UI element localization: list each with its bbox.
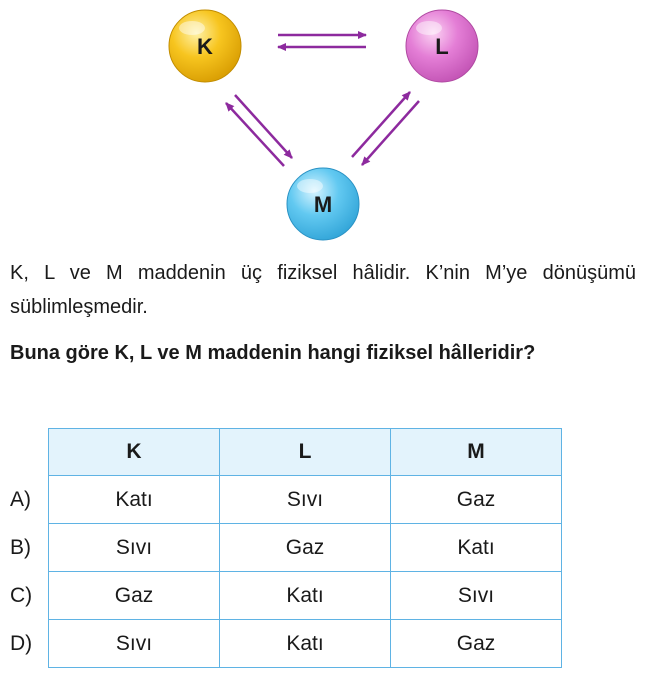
arrow-k-to-m bbox=[235, 95, 292, 158]
table-header-row bbox=[49, 429, 562, 476]
state-m-ball bbox=[287, 168, 359, 240]
table-cell: Gaz bbox=[220, 524, 391, 572]
state-k-ball bbox=[169, 10, 241, 82]
state-l-ball bbox=[406, 10, 478, 82]
option-b-row[interactable] bbox=[49, 524, 562, 572]
header-k: K bbox=[49, 429, 220, 476]
table-cell: Sıvı bbox=[391, 572, 562, 620]
table-cell: Gaz bbox=[391, 476, 562, 524]
option-a-letter[interactable]: A) bbox=[10, 488, 31, 511]
answer-table bbox=[48, 428, 562, 668]
state-m-label: M bbox=[313, 192, 333, 217]
table-cell: Sıvı bbox=[49, 524, 220, 572]
table-cell: Gaz bbox=[49, 572, 220, 620]
option-c-letter[interactable]: C) bbox=[10, 584, 33, 607]
option-b-letter[interactable]: B) bbox=[10, 536, 31, 559]
arrow-m-to-l bbox=[352, 92, 410, 157]
table-cell: Katı bbox=[220, 572, 391, 620]
question-prompt: Buna göre K, L ve M maddenin hangi fiziksel hâlleridir? bbox=[10, 342, 536, 364]
option-d-letter[interactable]: D) bbox=[10, 632, 33, 655]
table-cell: Katı bbox=[49, 476, 220, 524]
arrow-m-to-k bbox=[226, 103, 284, 166]
state-l-label: L bbox=[435, 34, 449, 59]
state-change-diagram bbox=[0, 0, 646, 250]
header-m: M bbox=[391, 429, 562, 476]
state-k-label: K bbox=[197, 34, 213, 59]
table-cell: Sıvı bbox=[220, 476, 391, 524]
arrow-l-to-m bbox=[362, 101, 419, 165]
option-d-row[interactable] bbox=[49, 620, 562, 668]
table-cell: Sıvı bbox=[49, 620, 220, 668]
table-cell: Katı bbox=[220, 620, 391, 668]
table-cell: Katı bbox=[391, 524, 562, 572]
table-cell: Gaz bbox=[391, 620, 562, 668]
option-a-row[interactable] bbox=[49, 476, 562, 524]
question-intro-text: K, L ve M maddenin üç fiziksel hâlidir. K’nin M’ye dönüşümü süblimleşmedir. bbox=[10, 262, 636, 318]
option-c-row[interactable] bbox=[49, 572, 562, 620]
header-l: L bbox=[220, 429, 391, 476]
